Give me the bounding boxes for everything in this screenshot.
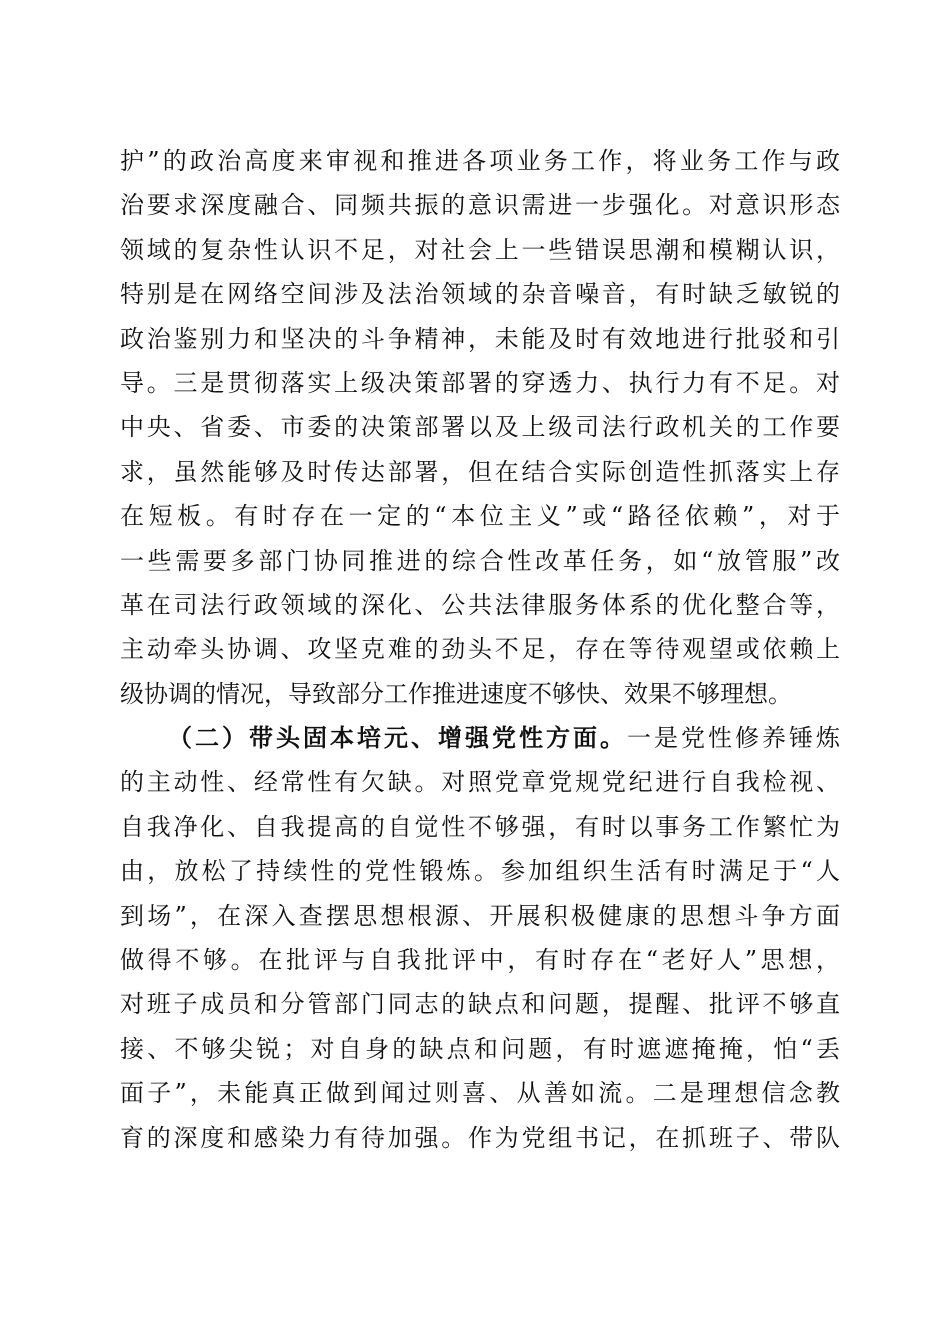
text-line: 的主动性、经常性有欠缺。对照党章党规党纪进行自我检视、: [120, 768, 840, 797]
text-line: 主动牵头协调、攻坚克难的劲头不足，存在等待观望或依赖上: [120, 635, 840, 664]
section-heading-line: [120, 716, 840, 760]
text-line: 到场”，在深入查摆思想根源、开展积极健康的思想斗争方面: [120, 901, 840, 930]
text-line: 治要求深度融合、同频共振的意识需进一步强化。对意识形态: [120, 191, 840, 220]
text-line: 导。三是贯彻落实上级决策部署的穿透力、执行力有不足。对: [120, 368, 840, 397]
text-line: 中央、省委、市委的决策部署以及上级司法行政机关的工作要: [120, 413, 840, 442]
text-line: 领域的复杂性认识不足，对社会上一些错误思潮和模糊认识，: [120, 235, 840, 264]
text-line: 革在司法行政领域的深化、公共法律服务体系的优化整合等，: [120, 590, 840, 619]
text-line: 做得不够。在批评与自我批评中，有时存在“老好人”思想，: [120, 946, 840, 975]
text-line: 由，放松了持续性的党性锻炼。参加组织生活有时满足于“人: [120, 857, 840, 886]
section-text: 一是党性修养锤炼: [627, 724, 840, 753]
text-line: 一些需要多部门协同推进的综合性改革任务，如“放管服”改: [120, 546, 840, 575]
document-body: [120, 139, 840, 1160]
text-line: 接、不够尖锐；对自身的缺点和问题，有时遮遮掩掩，怕“丢: [120, 1034, 840, 1063]
text-line: 级协调的情况，导致部分工作推进速度不够快、效果不够理想。: [120, 679, 792, 708]
text-line: 育的深度和感染力有待加强。作为党组书记，在抓班子、带队: [120, 1123, 840, 1152]
text-line: 护”的政治高度来审视和推进各项业务工作，将业务工作与政: [120, 147, 840, 175]
text-line: 政治鉴别力和坚决的斗争精神，未能及时有效地进行批驳和引: [120, 324, 840, 353]
text-line: 对班子成员和分管部门同志的缺点和问题，提醒、批评不够直: [120, 990, 840, 1019]
text-line: 面子”，未能真正做到闻过则喜、从善如流。二是理想信念教: [120, 1079, 840, 1108]
section-heading: （二）带头固本培元、增强党性方面。: [168, 723, 627, 753]
text-line: 在短板。有时存在一定的“本位主义”或“路径依赖”，对于: [120, 502, 840, 531]
text-line: 自我净化、自我提高的自觉性不够强，有时以事务工作繁忙为: [120, 812, 840, 841]
text-line: 求，虽然能够及时传达部署，但在结合实际创造性抓落实上存: [120, 457, 840, 486]
text-line: 特别是在网络空间涉及法治领域的杂音噪音，有时缺乏敏锐的: [120, 280, 840, 309]
